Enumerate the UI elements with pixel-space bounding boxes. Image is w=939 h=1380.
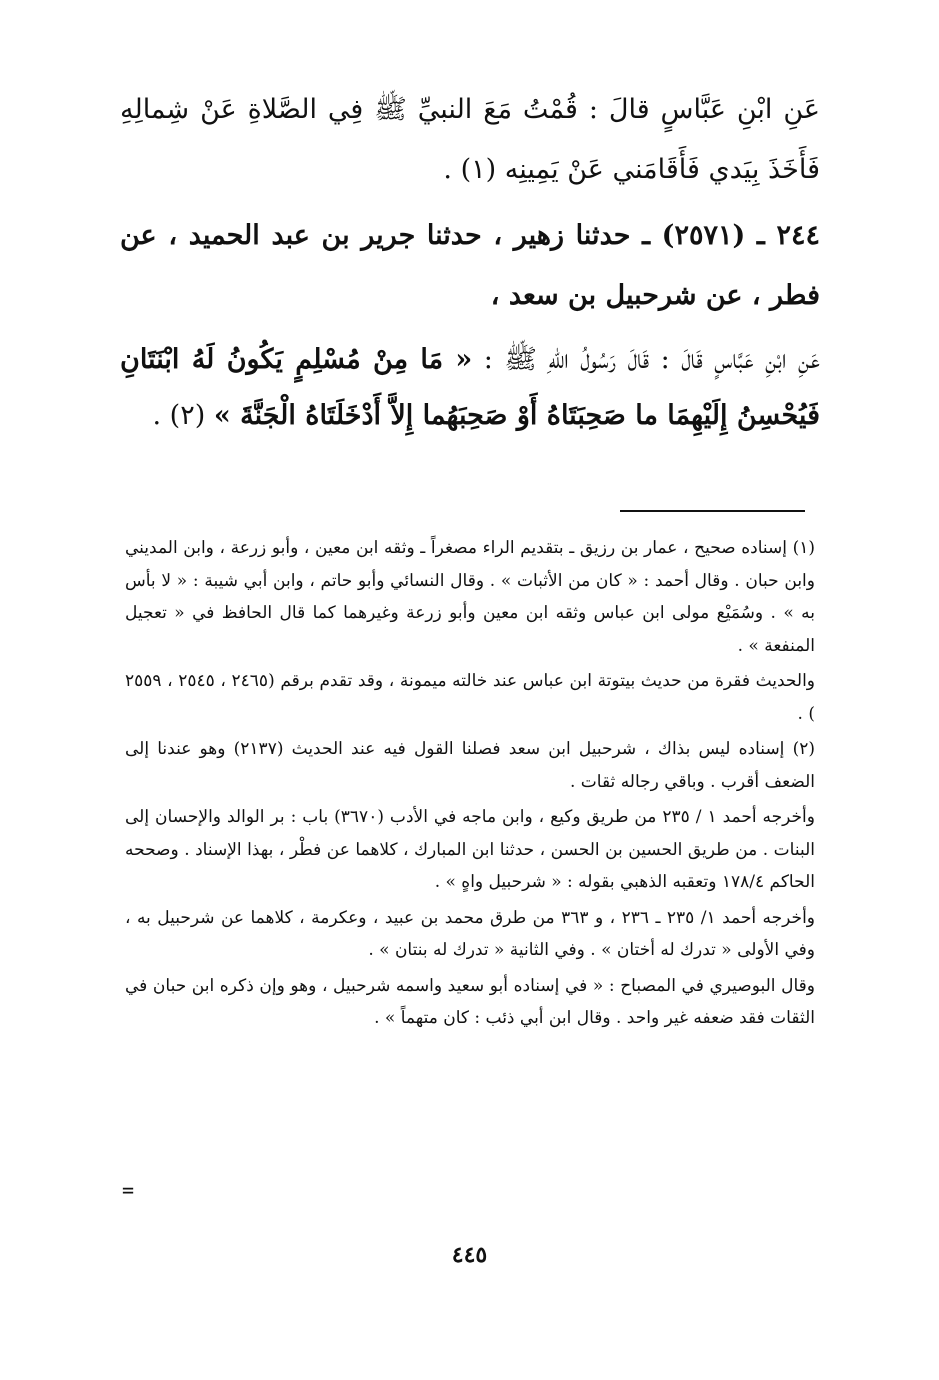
- hadith-243-text: عَنِ ابْنِ عَبَّاسٍ قالَ : قُمْتُ مَعَ النبيِّ ﷺ فِي الصَّلاةِ عَنْ شِمالِهِ فَأَخَذَ بِيَدي فَأَقَامَني عَنْ يَمِينِه (١) .: [120, 94, 820, 185]
- footnote-1-paragraph-1: (١) إسناده صحيح ، عمار بن رزيق ـ بتقديم الراء مصغراً ـ وثقه ابن معين ، وأبو زرعة ، وابن المديني وابن حبان . وقال أحمد : « كان من الأثبات » . وقال النسائي وأبو حاتم ، وابن أبي شيبة : « لا بأس به » . وسُمَيْع مولى ابن عباس وثقه ابن معين وأبو زرعة وغيرهما كما قال الحافظ في « تعجيل المنفعة » .: [125, 538, 815, 656]
- footnote-2-paragraph-1: (٢) إسناده ليس بذاك ، شرحبيل ابن سعد فصلنا القول فيه عند الحديث (٢١٣٧) وهو عندنا إلى الضعف أقرب . وباقي رجاله ثقات .: [125, 739, 815, 792]
- footnote-2-paragraph-2: وأخرجه أحمد ١ / ٢٣٥ من طريق وكيع ، وابن ماجه في الأدب (٣٦٧٠) باب : بر الوالد والإحسان إلى البنات . من طريق الحسين بن الحسن ، حدثنا ابن المبارك ، كلاهما عن فطْر ، بهذا الإسناد . وصححه الحاكم ١٧٨/٤ وتعقبه الذهبي بقوله : « شرحبيل واهٍ » .: [125, 807, 815, 892]
- footnote-2-paragraph-4: وقال البوصيري في المصباح : « في إسناده أبو سعيد واسمه شرحبيل ، وهو وإن ذكره ابن حبان في الثقات فقد ضعفه غير واحد . وقال ابن أبي ذئب : كان متهماً » .: [125, 975, 815, 1028]
- hadith-244-text: [120, 332, 820, 444]
- footnote-2-paragraph-3: وأخرجه أحمد ١/ ٢٣٥ ـ ٢٣٦ ، و ٣٦٣ من طرق محمد بن عبيد ، وعكرمة ، كلاهما عن شرحبيل به ، وفي الأولى « تدرك له أختان » . وفي الثانية « تدرك له بنتان » .: [125, 907, 815, 960]
- footnotes: [125, 532, 815, 1038]
- hadith-244-footnote-ref: (٢) .: [152, 400, 214, 431]
- hadith-244-isnad: ٢٤٤ ـ (٢٥٧١) ـ حدثنا زهير ، حدثنا جرير بن عبد الحميد ، عن فطر ، عن شرحبيل بن سعد ،: [120, 220, 820, 311]
- footnote-1-paragraph-2: والحديث فقرة من حديث بيتوتة ابن عباس عند خالته ميمونة ، وقد تقدم برقم (٢٤٦٥ ، ٢٥٤٥ ، ٢٥٥٩ ) .: [125, 671, 816, 724]
- main-text: [120, 80, 820, 454]
- footnote-divider: [620, 510, 805, 512]
- page-number: ٤٤٥: [451, 1242, 488, 1268]
- footnote-continuation-mark: =: [122, 1178, 135, 1202]
- hadith-244-intro: عَنِ ابْنِ عَبَّاسٍ قَالَ : قَالَ رَسُولُ اللهِ ﷺ :: [472, 344, 820, 375]
- hadith-244-quote: « مَا مِنْ مُسْلِمٍ يَكُونُ لَهُ ابْنَتَانِ فَيُحْسِنُ إِلَيْهِمَا ما صَحِبَتَاهُ أَوْ صَحِبَهُما إِلاَّ أَدْخَلَتَاهُ الْجَنَّةَ »: [120, 344, 820, 431]
